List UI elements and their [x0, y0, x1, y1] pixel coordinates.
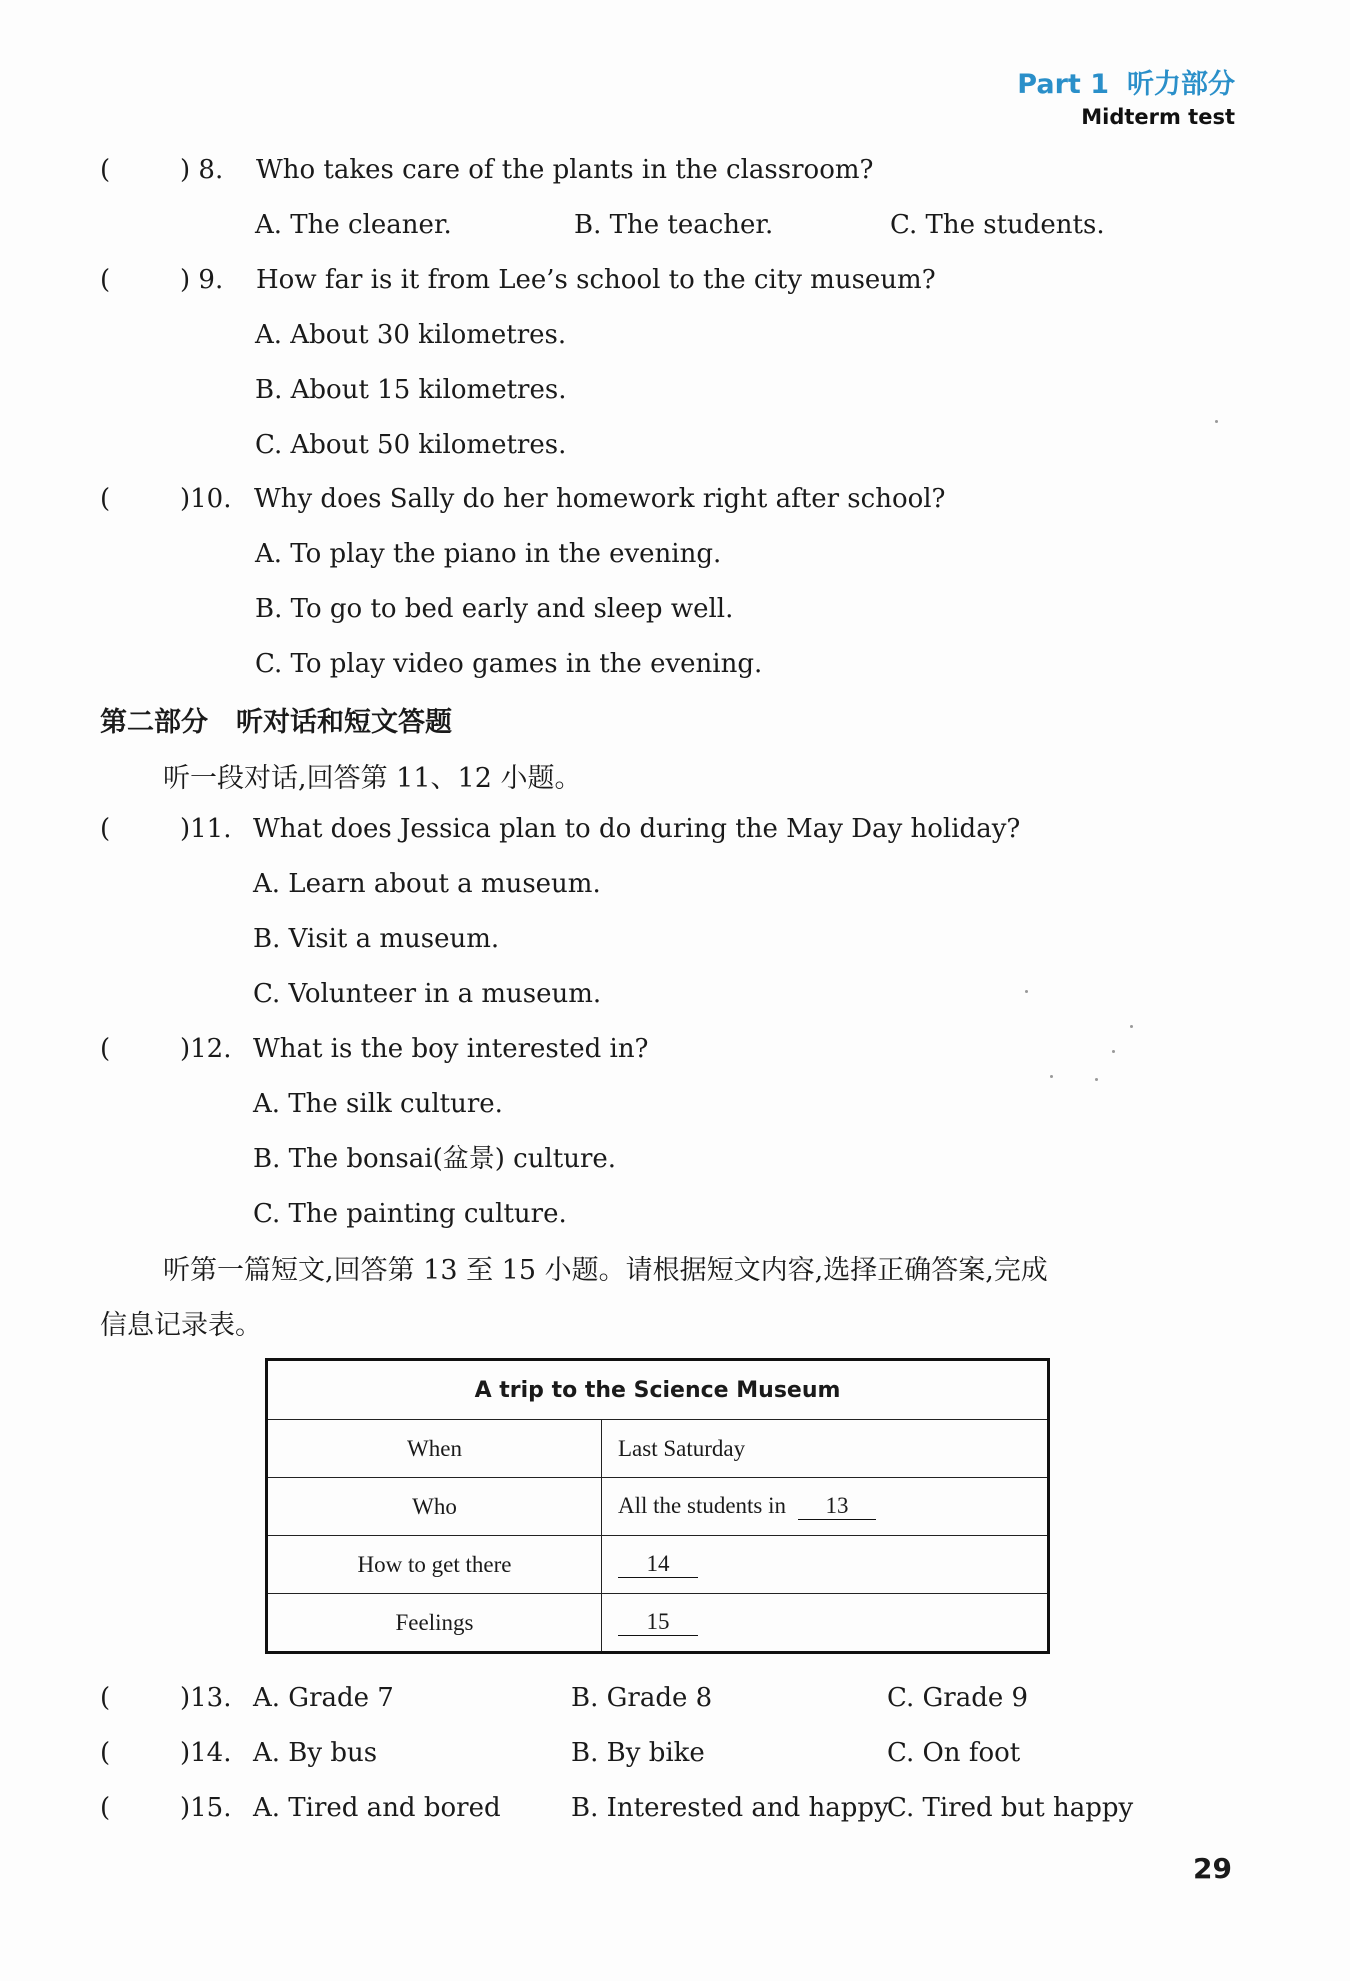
answer-paren: ( — [100, 484, 111, 514]
row-label: When — [267, 1420, 602, 1478]
dialogue-instruction: 听一段对话,回答第 11、12 小题。 — [163, 763, 582, 794]
passage-instruction-line2: 信息记录表。 — [100, 1310, 262, 1341]
option-b: B. The teacher. — [574, 210, 774, 240]
answer-paren: ( — [100, 1683, 111, 1713]
question-text: How far is it from Lee’s school to the city museum? — [256, 265, 936, 295]
option-c: C. About 50 kilometres. — [255, 430, 567, 460]
scan-speck — [1050, 1075, 1053, 1078]
option-b: B. About 15 kilometres. — [255, 375, 567, 405]
table-header-row — [267, 1360, 1049, 1420]
option-a: A. To play the piano in the evening. — [255, 539, 722, 569]
question-number: ) 8. — [180, 155, 224, 185]
question-number: )12. — [180, 1034, 232, 1064]
table-row — [267, 1594, 1049, 1653]
row-label: Who — [267, 1478, 602, 1536]
section-2-title — [100, 700, 452, 739]
option-c: C. To play video games in the evening. — [255, 649, 763, 679]
option-c: C. Tired but happy — [887, 1793, 1134, 1823]
option-a: A. Tired and bored — [253, 1793, 501, 1823]
question-text: What does Jessica plan to do during the May Day holiday? — [253, 814, 1021, 844]
option-a: A. The silk culture. — [253, 1089, 503, 1119]
question-text: Why does Sally do her homework right after school? — [254, 484, 946, 514]
answer-blank-15[interactable]: 15 — [618, 1609, 698, 1636]
row-value — [602, 1594, 1049, 1653]
option-b: B. Grade 8 — [571, 1683, 713, 1713]
answer-paren: ( — [100, 1793, 111, 1823]
option-b: B. To go to bed early and sleep well. — [255, 594, 734, 624]
row-value — [602, 1420, 1049, 1478]
scan-speck — [1215, 420, 1218, 423]
table-row — [267, 1478, 1049, 1536]
value-text: Last Saturday — [618, 1435, 746, 1461]
scan-speck — [1095, 1078, 1098, 1081]
option-a: A. Learn about a museum. — [253, 869, 601, 899]
scan-speck — [1130, 1025, 1133, 1028]
scan-speck — [1025, 990, 1028, 993]
question-number: )11. — [180, 814, 232, 844]
option-a: A. About 30 kilometres. — [255, 320, 567, 350]
passage-instruction-line1: 听第一篇短文,回答第 13 至 15 小题。请根据短文内容,选择正确答案,完成 — [163, 1255, 1048, 1286]
info-record-table — [265, 1358, 1050, 1654]
question-number: )10. — [180, 484, 232, 514]
page-number: 29 — [1193, 1852, 1232, 1885]
row-value — [602, 1478, 1049, 1536]
option-b: B. Interested and happy — [571, 1793, 889, 1823]
part-title-cn: 听力部分 — [1127, 69, 1235, 100]
option-c: C. The painting culture. — [253, 1199, 567, 1229]
table-row — [267, 1536, 1049, 1594]
option-b: B. The bonsai(盆景) culture. — [253, 1144, 617, 1174]
option-b: B. Visit a museum. — [253, 924, 500, 954]
option-b: B. By bike — [571, 1738, 705, 1768]
question-number: )15. — [180, 1793, 232, 1823]
answer-paren: ( — [100, 155, 111, 185]
table-title: A trip to the Science Museum — [267, 1360, 1049, 1420]
midterm-subtitle: Midterm test — [1081, 105, 1235, 129]
option-c: C. Volunteer in a museum. — [253, 979, 602, 1009]
question-number: )14. — [180, 1738, 232, 1768]
scan-speck — [1112, 1050, 1115, 1053]
option-a: A. By bus — [253, 1738, 378, 1768]
section-name: 听对话和短文答题 — [236, 707, 452, 738]
answer-paren: ( — [100, 1034, 111, 1064]
answer-paren: ( — [100, 265, 111, 295]
section-number: 第二部分 — [100, 707, 208, 738]
value-text: All the students in — [618, 1493, 787, 1518]
question-number: )13. — [180, 1683, 232, 1713]
answer-blank-13[interactable]: 13 — [798, 1493, 876, 1520]
question-text: Who takes care of the plants in the classroom? — [256, 155, 874, 185]
part-label: Part 1 — [1017, 69, 1109, 100]
question-text: What is the boy interested in? — [253, 1034, 649, 1064]
option-a: A. The cleaner. — [255, 210, 452, 240]
question-number: ) 9. — [180, 265, 224, 295]
row-label: Feelings — [267, 1594, 602, 1653]
row-value — [602, 1536, 1049, 1594]
option-a: A. Grade 7 — [253, 1683, 394, 1713]
option-c: C. The students. — [890, 210, 1105, 240]
table-row — [267, 1420, 1049, 1478]
row-label: How to get there — [267, 1536, 602, 1594]
option-c: C. On foot — [887, 1738, 1021, 1768]
option-c: C. Grade 9 — [887, 1683, 1029, 1713]
answer-paren: ( — [100, 814, 111, 844]
answer-blank-14[interactable]: 14 — [618, 1551, 698, 1578]
answer-paren: ( — [100, 1738, 111, 1768]
part-header — [1017, 62, 1235, 101]
